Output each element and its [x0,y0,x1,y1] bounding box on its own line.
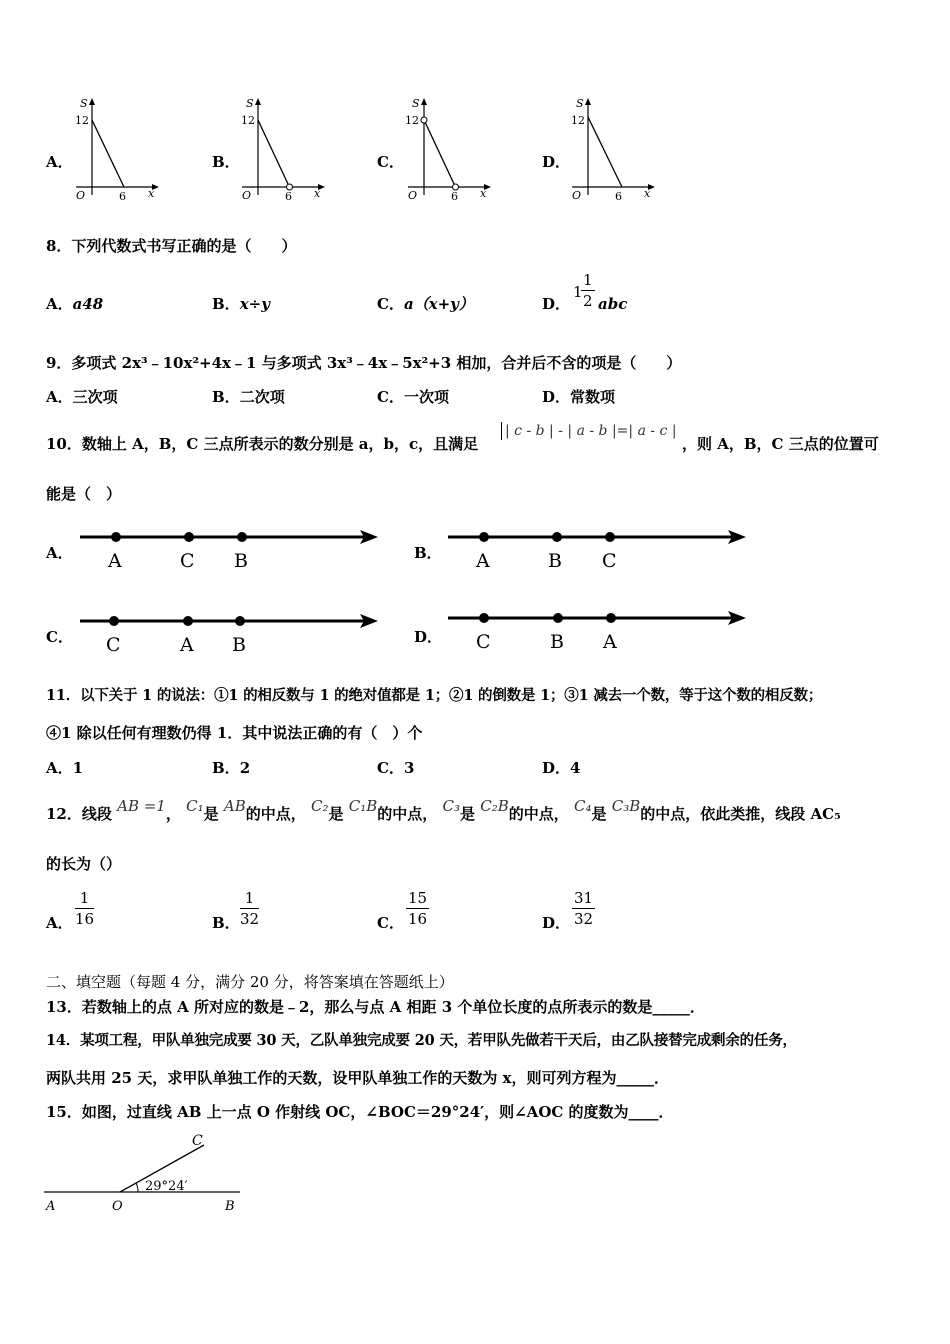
q10-numberline-c [76,608,382,658]
q10-stem-line2: 能是（ ） [46,485,122,503]
q7-d-origin: O [572,189,582,202]
q12-math-c3: C₃ [442,797,460,815]
section2-title: 二、填空题（每题 4 分，满分 20 分，将答案填在答题纸上） [46,973,454,991]
q12-option-b-num: 1 [240,888,259,909]
q7-d-x-value: 6 [615,190,622,203]
q10-stem-suffix: ，则 A，B，C 三点的位置可 [682,435,879,453]
q10-option-d-label[interactable]: D． [414,628,443,646]
q7-option-c-label[interactable]: C． [377,153,404,171]
q15-text: 15．如图，过直线 AB 上一点 O 作射线 OC，∠BOC＝29°24′，则∠AOC 的度数为____． [46,1103,674,1121]
q12-text-2: ， [165,805,181,823]
q12-option-c-den: 16 [408,910,428,928]
q12-text-8: 的中点， [508,805,569,823]
q10-b-point-1: A [476,550,490,572]
q11-option-d[interactable] [542,758,580,778]
q10-option-a-label[interactable]: A． [46,544,73,562]
q9-stem-prefix: 9．多项式 [46,354,122,372]
q9-option-c[interactable] [377,387,449,407]
q12-option-d-fraction [572,888,595,929]
q7-a-axis-s: S [80,97,88,110]
q10-numberline-a [76,524,382,574]
q8-option-a-label: A． [46,295,73,313]
q14-line2: 两队共用 25 天，求甲队单独工作的天数，设甲队单独工作的天数为 x，则可列方程为_____． [46,1069,669,1087]
q15-label-a: A [46,1199,56,1214]
q12-option-c-label[interactable]: C． [377,914,404,932]
q12-option-a-den: 16 [75,910,95,928]
q12-option-c-num: 15 [408,889,428,907]
q7-a-x-value: 6 [119,190,126,203]
q10-b-point-3: C [602,550,617,572]
q9-option-a[interactable] [46,387,118,407]
q9-option-a-label: A． [46,388,73,406]
q7-option-d-label[interactable]: D． [542,153,571,171]
q15-label-b: B [225,1199,235,1214]
q9-stem-suffix: 相加，合并后不含的项是（ ） [451,354,682,372]
q10-numberline-d [444,605,750,655]
q11-option-b[interactable] [212,758,250,778]
q8-option-b-label: B． [212,295,240,313]
q9-option-d-text: 常数项 [570,388,616,406]
q8-option-b[interactable] [212,294,270,314]
q9-option-a-text: 三次项 [72,388,118,406]
q10-d-point-2: B [550,631,564,653]
q12-stem [46,797,841,824]
q10-c-point-1: C [106,634,121,656]
q7-c-axis-s: S [412,97,420,110]
q8-option-b-text: x÷y [239,295,270,313]
q7-option-a-label[interactable]: A． [46,153,73,171]
q10-d-point-3: A [603,631,617,653]
q10-c-point-3: B [232,634,246,656]
q12-text-3: 是 [203,805,219,823]
q12-math-c1b: C₁B [348,797,378,815]
q12-text-9: 是 [591,805,607,823]
q11-option-d-text: 4 [570,759,581,777]
q10-condition: | c - b | - | a - b |=| a - c | [501,422,677,440]
q12-text-6: 的中点， [377,805,438,823]
q8-option-d-text: abc [598,295,628,313]
q9-option-b[interactable] [212,387,285,407]
q7-b-axis-x: x [314,187,321,200]
q10-a-point-3: B [234,550,248,572]
q12-math-c2b: C₂B [480,797,509,815]
q11-option-d-label: D． [542,759,571,777]
q13-text: 13．若数轴上的点 A 所对应的数是﹣2，那么与点 A 相距 3 个单位长度的点所表示的数是_____． [46,998,705,1016]
q12-option-a-label[interactable]: A． [46,914,73,932]
q8-option-d-label[interactable]: D． [542,295,571,313]
q8-stem: 8．下列代数式书写正确的是（ ） [46,237,297,255]
q11-line2: ④1 除以任何有理数仍得 1．其中说法正确的有（ ）个 [46,724,423,742]
q11-option-b-label: B． [212,759,240,777]
q7-d-axis-x: x [644,187,651,200]
q7-c-axis-x: x [480,187,487,200]
q9-option-d-label: D． [542,388,571,406]
q15-angle-label: 29°24′ [145,1179,188,1194]
q7-d-axis-s: S [576,97,584,110]
q8-option-a-text: a48 [72,295,104,313]
q7-c-y-value: 12 [405,114,419,127]
q12-text-10: 的中点，依此类推，线段 AC₅ [640,805,841,823]
q12-math-c1: C₁ [186,797,204,815]
q12-option-d-label[interactable]: D． [542,914,571,932]
q12-option-b-fraction [240,888,259,929]
q9-poly1: 2x³﹣10x²+4x﹣1 [121,354,257,372]
q8-option-d-den: 2 [583,292,593,310]
q12-text-4: 的中点， [245,805,306,823]
q9-option-b-text: 二次项 [239,388,285,406]
q12-math-c3b: C₃B [611,797,641,815]
q9-option-b-label: B． [212,388,240,406]
q11-option-a-label: A． [46,759,73,777]
q14-line1: 14．某项工程，甲队单独完成要 30 天，乙队单独完成要 20 天，若甲队先做若干天后，由乙队接替完成剩余的任务， [46,1032,797,1049]
q7-graph-b [236,95,331,207]
q7-b-y-value: 12 [241,114,255,127]
q9-stem [46,353,681,373]
q7-a-axis-x: x [148,187,155,200]
q12-math-ab2: AB [223,797,246,815]
q12-text-1: 12．线段 [46,805,112,823]
q8-option-d-whole: 1 [573,283,583,301]
q7-c-origin: O [408,189,418,202]
q12-option-a-num: 1 [75,888,94,909]
q12-math-ab: AB =1 [117,797,166,815]
q10-stem-prefix: 10．数轴上 A，B，C 三点所表示的数分别是 a，b，c，且满足 [46,435,479,453]
q11-option-c-label: C． [377,759,404,777]
q11-option-a-text: 1 [72,759,84,777]
q7-graph-c [402,95,497,207]
q15-label-o: O [112,1199,123,1214]
q12-option-a-fraction [75,888,94,929]
q7-b-axis-s: S [246,97,254,110]
q7-c-x-value: 6 [451,190,458,203]
q7-graph-a [70,95,165,207]
q15-angle-figure [42,1130,252,1215]
q9-stem-mid: 与多项式 [256,354,327,372]
q12-option-b-label[interactable]: B． [212,914,240,932]
q7-d-y-value: 12 [571,114,585,127]
q10-b-point-2: B [548,550,562,572]
q9-option-c-label: C． [377,388,404,406]
q12-math-c4: C₄ [574,797,592,815]
q11-line1: 11．以下关于 1 的说法：①1 的相反数与 1 的绝对值都是 1；②1 的倒数是 1；③1 减去一个数，等于这个数的相反数； [46,687,823,704]
q10-a-point-2: C [180,550,195,572]
q10-option-b-label[interactable]: B． [414,544,442,562]
q10-option-c-label[interactable]: C． [46,628,73,646]
q7-b-origin: O [242,189,252,202]
q8-option-c[interactable] [377,294,474,314]
q11-option-c[interactable] [377,758,414,778]
q8-option-c-text: a（x+y） [403,295,474,313]
q7-graph-d [566,95,661,207]
q12-text-7: 是 [459,805,475,823]
q9-option-d[interactable] [542,387,615,407]
q12-option-b-den: 32 [240,910,260,928]
q9-option-c-text: 一次项 [403,388,449,406]
q12-option-d-num: 31 [574,889,594,907]
q12-option-d-den: 32 [574,910,594,928]
q8-option-d-num: 1 [583,271,593,289]
q8-option-d-fraction [581,270,595,311]
q12-option-c-fraction [406,888,429,929]
q12-text-5: 是 [328,805,344,823]
q7-a-y-value: 12 [75,114,89,127]
q11-option-a[interactable] [46,758,83,778]
q10-a-point-1: A [108,550,122,572]
q10-c-point-2: A [180,634,194,656]
q7-option-b-label[interactable]: B． [212,153,240,171]
q9-poly2: 3x³﹣4x﹣5x²+3 [326,354,452,372]
q11-option-b-text: 2 [239,759,251,777]
q12-math-c2: C₂ [310,797,329,815]
q10-d-point-1: C [476,631,491,653]
q8-option-a[interactable] [46,294,103,314]
q8-option-c-label: C． [377,295,404,313]
q11-option-c-text: 3 [403,759,415,777]
q7-a-origin: O [76,189,86,202]
q10-numberline-b [444,524,750,574]
q15-label-c: C [192,1133,203,1149]
q7-b-x-value: 6 [285,190,292,203]
q12-line2: 的长为（） [46,855,122,873]
